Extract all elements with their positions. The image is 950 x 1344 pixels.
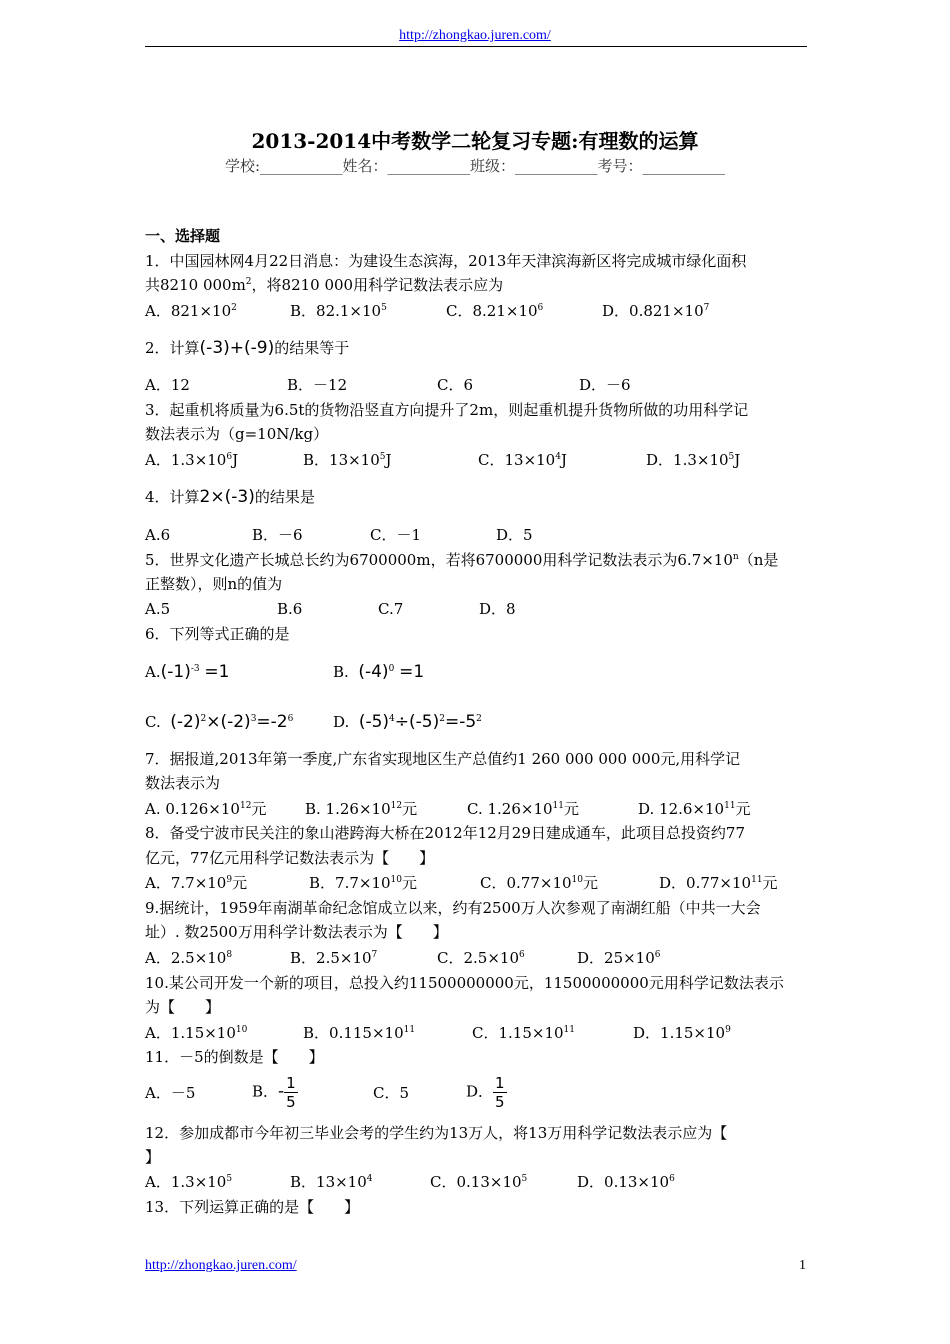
q1-stem-line2: 共8210 $000m^2$，将8210 000用科学记数法表示应为 xyxy=(145,276,504,294)
q2-option-c: C．6 xyxy=(437,376,474,394)
q4-option-b: B．－6 xyxy=(252,526,303,544)
q1-option-d: D．$0.821\times 10^7$ xyxy=(602,302,710,320)
q7-option-d: D. $12.6\times 10^{11}$元 xyxy=(638,800,751,818)
q12-stem-line2: 】 xyxy=(145,1148,161,1166)
q8-option-b: B．$7.7\times 10^{10}$元 xyxy=(309,874,418,892)
q7-option-b: B. $1.26\times 10^{12}$元 xyxy=(305,800,418,818)
q10-stem-line2: 为【 】 xyxy=(145,998,221,1016)
q8-option-c: C．$0.77\times 10^{10}$元 xyxy=(480,874,598,892)
q3-option-d: D．$1.3\times 10^5J$ xyxy=(646,451,741,469)
q8-stem-line2: 亿元，77亿元用科学记数法表示为【 】 xyxy=(145,849,435,867)
q6-option-c: C. $(-2)^2\times(-2)^3=-2^6$ xyxy=(145,712,294,732)
q5-stem-line2: 正整数），则n的值为 xyxy=(145,575,283,593)
section-heading: 一、选择题 xyxy=(145,227,221,245)
header-rule xyxy=(145,46,807,47)
q1-stem-line1: 1．中国园林网4月22日消息：为建设生态滨海，2013年天津滨海新区将完成城市绿化面积 xyxy=(145,252,747,270)
q12-option-b: B．$13\times 10^4$ xyxy=(290,1173,373,1191)
footer-link[interactable]: http://zhongkao.juren.com/ xyxy=(145,1258,297,1273)
q4-expression: 2×(-3) xyxy=(199,487,255,507)
q11-option-a: A．－5 xyxy=(145,1084,196,1102)
q6-option-b: B. $(-4)^0 =1$ xyxy=(333,662,425,682)
q4-stem: 4．计算2×(-3)的结果是 xyxy=(145,487,315,507)
q5-stem-line1: 5．世界文化遗产长城总长约为6700000m，若将6700000用科学记数法表示为$6.7\times 10^n(n$是 xyxy=(145,551,779,569)
q3-option-b: B．$13\times 10^5J$ xyxy=(303,451,392,469)
q2-option-b: B．－12 xyxy=(287,376,348,394)
q10-stem-line1: 10.某公司开发一个新的项目，总投入约11500000000元，11500000000元用科学记数法表示 xyxy=(145,974,784,992)
student-info-line: 学校:___________姓名：___________班级：___________考号：___________ xyxy=(224,157,726,175)
q4-option-c: C．－1 xyxy=(370,526,422,544)
q5-option-c: C.7 xyxy=(378,600,404,618)
q12-option-a: A．$1.3\times 10^5$ xyxy=(145,1173,233,1191)
q7-stem-line2: 数法表示为 xyxy=(145,774,221,792)
q10-option-a: A．$1.15\times 10^{10}$ xyxy=(145,1024,248,1042)
q3-option-a: A．$1.3\times 10^6J$ xyxy=(145,451,239,469)
q9-option-d: D．$25\times 10^6$ xyxy=(577,949,661,967)
page-number: 1 xyxy=(799,1258,806,1273)
q7-option-a: A. $0.126\times 10^{12}$元 xyxy=(145,800,267,818)
q6-option-a: $A.(-1)^{-3} =1$ xyxy=(145,662,230,682)
q9-stem-line1: 9.据统计，1959年南湖革命纪念馆成立以来，约有2500万人次参观了南湖红船（中共一大会 xyxy=(145,899,761,917)
q9-stem-line2: 址）. 数2500万用科学计数法表示为【 】 xyxy=(145,923,448,941)
q3-option-c: C．$13\times 10^4J$ xyxy=(478,451,567,469)
header-link[interactable]: http://zhongkao.juren.com/ xyxy=(399,28,551,43)
q6-stem: 6．下列等式正确的是 xyxy=(145,625,290,643)
q11-option-b-fraction: $\frac{1}{5}$ xyxy=(286,1074,296,1111)
q12-option-c: C．$0.13\times 10^5$ xyxy=(430,1173,528,1191)
q2-expression: (-3)+(-9) xyxy=(199,338,275,358)
q8-stem-line1: 8．备受宁波市民关注的象山港跨海大桥在2012年12月29日建成通车，此项目总投资约77 xyxy=(145,824,745,842)
q9-option-c: C．$2.5\times 10^6$ xyxy=(437,949,525,967)
q13-stem: 13．下列运算正确的是【 】 xyxy=(145,1198,360,1216)
q5-option-b: B.6 xyxy=(277,600,303,618)
q7-stem-line1: 7．据报道,2013年第一季度,广东省实现地区生产总值约1 260 000 000 000元,用科学记 xyxy=(145,750,741,768)
q3-stem-line1: 3．起重机将质量为6.5t的货物沿竖直方向提升了2m，则起重机提升货物所做的功用科学记 xyxy=(145,401,749,419)
q4-option-d: D．5 xyxy=(496,526,533,544)
q2-option-d: D．－6 xyxy=(579,376,631,394)
q11-option-d: D． $\frac{1}{5}$ xyxy=(466,1074,505,1111)
q3-stem-line2: 数法表示为（g=10N/kg） xyxy=(145,425,329,443)
q2-option-a: A．12 xyxy=(145,376,190,394)
q10-option-d: D．$1.15\times 10^9$ xyxy=(633,1024,731,1042)
q5-option-d: D．8 xyxy=(479,600,516,618)
q5-option-a: A.5 xyxy=(145,600,171,618)
page-title: 2013-2014中考数学二轮复习专题:有理数的运算 xyxy=(251,129,699,153)
q1-option-a: A．$821\times 10^2$ xyxy=(145,302,237,320)
q11-option-c: C．5 xyxy=(373,1084,410,1102)
q12-option-d: D．$0.13\times 10^6$ xyxy=(577,1173,675,1191)
q9-option-a: A．$2.5\times 10^8$ xyxy=(145,949,233,967)
q11-option-d-fraction: $\frac{1}{5}$ xyxy=(495,1074,505,1111)
q9-option-b: B．$2.5\times 10^7$ xyxy=(290,949,378,967)
q6-option-d: D. $(-5)^4\div(-5)^2=-5^2$ xyxy=(333,712,482,732)
q10-option-c: C．$1.15\times 10^{11}$ xyxy=(472,1024,575,1042)
q11-stem: 11．－5的倒数是【 】 xyxy=(145,1048,324,1066)
q8-option-a: A．$7.7\times 10^9$元 xyxy=(145,874,248,892)
q8-option-d: D．$0.77\times 10^{11}$元 xyxy=(659,874,778,892)
q12-stem-line1: 12．参加成都市今年初三毕业会考的学生约为13万人，将13万用科学记数法表示应为【 xyxy=(145,1124,728,1142)
q11-option-b: B．- $\frac{1}{5}$ xyxy=(252,1074,296,1111)
q7-option-c: C. $1.26\times 10^{11}$元 xyxy=(467,800,580,818)
q1-option-b: B．$82.1\times 10^5$ xyxy=(290,302,387,320)
q10-option-b: B．$0.115\times 10^{11}$ xyxy=(303,1024,416,1042)
q2-stem: 2．计算(-3)+(-9)的结果等于 xyxy=(145,338,350,358)
q1-option-c: C．$8.21\times 10^6$ xyxy=(446,302,544,320)
q4-option-a: A.6 xyxy=(145,526,171,544)
